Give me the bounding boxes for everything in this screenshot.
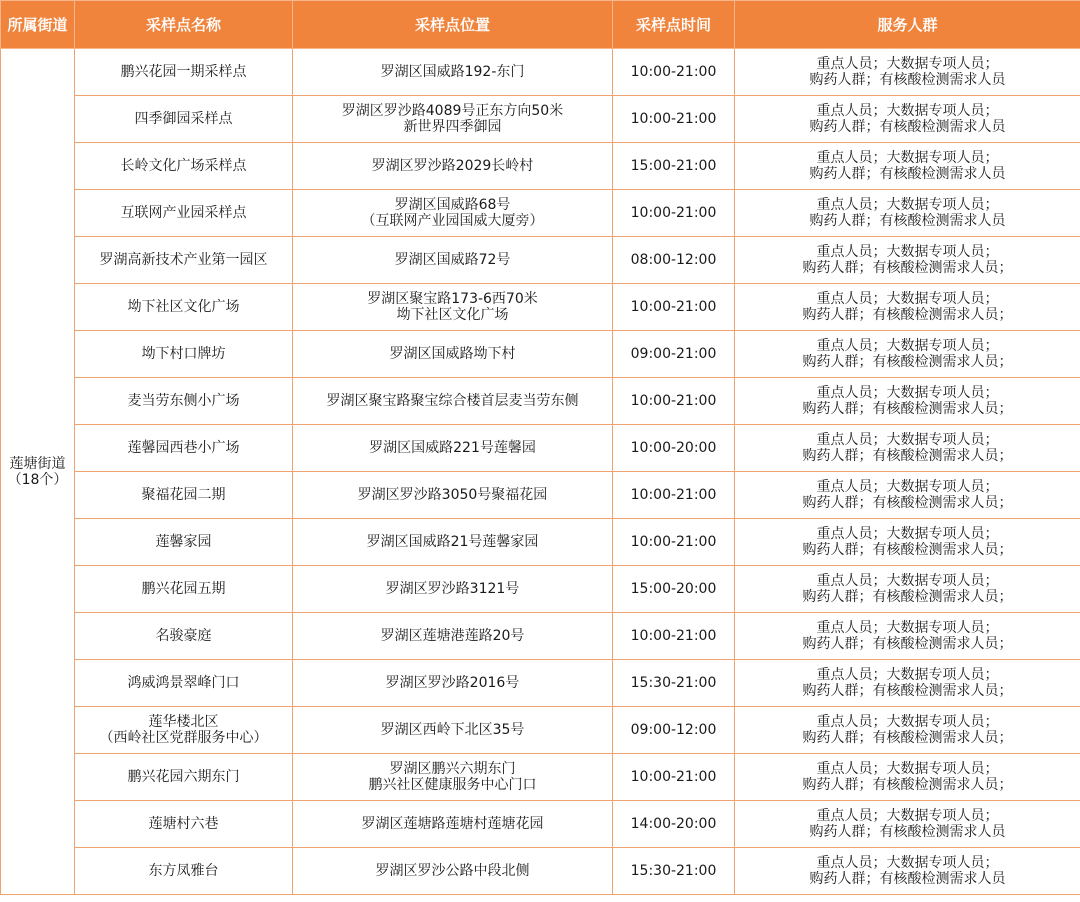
- site-service-cell: [735, 190, 1080, 237]
- site-service-cell-line: 购药人群；有核酸检测需求人员: [809, 871, 1006, 887]
- site-location-cell: [293, 566, 613, 613]
- site-name-cell: [75, 660, 293, 707]
- table-row: [1, 96, 1080, 143]
- site-time-cell: 10:00-21:00: [613, 472, 735, 519]
- site-location-cell: [293, 284, 613, 331]
- site-name-cell-line: 莲华楼北区: [148, 714, 219, 730]
- table-row: [1, 284, 1080, 331]
- site-service-cell-line: 购药人群；有核酸检测需求人员: [809, 213, 1006, 229]
- site-service-cell: [735, 96, 1080, 143]
- header-name: 采样点名称: [75, 1, 293, 49]
- site-name-cell: [75, 143, 293, 190]
- site-time-cell: 10:00-21:00: [613, 519, 735, 566]
- site-location-cell-line: 罗湖区罗沙路2016号: [385, 675, 520, 691]
- site-service-cell: [735, 848, 1080, 895]
- site-service-cell-line: 购药人群；有核酸检测需求人员；: [802, 354, 1013, 370]
- site-time-cell: 15:00-21:00: [613, 143, 735, 190]
- site-service-cell-line: 购药人群；有核酸检测需求人员: [809, 166, 1006, 182]
- site-location-cell-line: 罗湖区国威路21号莲馨家园: [366, 534, 539, 550]
- site-name-cell-line: 鹏兴花园一期采样点: [120, 64, 247, 80]
- site-location-cell-line: 罗湖区罗沙路4089号正东方向50米: [341, 103, 564, 119]
- site-location-cell: [293, 237, 613, 284]
- site-time-cell: 10:00-21:00: [613, 96, 735, 143]
- site-name-cell-line: 鹏兴花园六期东门: [127, 769, 240, 785]
- site-service-cell: [735, 754, 1080, 801]
- site-name-cell-line: 罗湖高新技术产业第一园区: [99, 252, 268, 268]
- header-location: 采样点位置: [293, 1, 613, 49]
- site-name-cell: [75, 848, 293, 895]
- site-service-cell: [735, 378, 1080, 425]
- site-service-cell-line: 重点人员；大数据专项人员；: [816, 573, 999, 589]
- site-service-cell-line: 重点人员；大数据专项人员；: [816, 667, 999, 683]
- site-location-cell-line: 罗湖区罗沙公路中段北侧: [375, 863, 530, 879]
- header-time: 采样点时间: [613, 1, 735, 49]
- site-name-cell: [75, 801, 293, 848]
- site-name-cell: [75, 519, 293, 566]
- site-service-cell-line: 重点人员；大数据专项人员；: [816, 808, 999, 824]
- site-service-cell-line: 购药人群；有核酸检测需求人员；: [802, 636, 1013, 652]
- site-location-cell: [293, 96, 613, 143]
- site-name-cell-line: （西岭社区党群服务中心）: [99, 730, 268, 746]
- site-time-cell: 15:30-21:00: [613, 848, 735, 895]
- site-name-cell-line: 坳下村口牌坊: [141, 346, 226, 362]
- site-time-cell: 09:00-12:00: [613, 707, 735, 754]
- site-location-cell: [293, 190, 613, 237]
- site-service-cell-line: 重点人员；大数据专项人员；: [816, 761, 999, 777]
- site-location-cell-line: 罗湖区罗沙路2029长岭村: [371, 158, 534, 174]
- site-time-cell: 10:00-20:00: [613, 425, 735, 472]
- site-name-cell: [75, 190, 293, 237]
- site-time-cell: 15:00-20:00: [613, 566, 735, 613]
- site-service-cell: [735, 284, 1080, 331]
- site-location-cell: [293, 848, 613, 895]
- site-service-cell-line: 重点人员；大数据专项人员；: [816, 244, 999, 260]
- site-location-cell-line: 罗湖区罗沙路3121号: [385, 581, 520, 597]
- site-service-cell: [735, 143, 1080, 190]
- site-name-cell: [75, 96, 293, 143]
- site-location-cell: [293, 660, 613, 707]
- site-time-cell: 10:00-21:00: [613, 754, 735, 801]
- site-location-cell: [293, 143, 613, 190]
- site-service-cell-line: 购药人群；有核酸检测需求人员；: [802, 683, 1013, 699]
- site-time-cell: 10:00-21:00: [613, 190, 735, 237]
- site-location-cell: [293, 519, 613, 566]
- site-name-cell-line: 坳下社区文化广场: [127, 299, 240, 315]
- site-location-cell-line: 新世界四季御园: [403, 119, 502, 135]
- table-row: [1, 49, 1080, 96]
- site-location-cell-line: 罗湖区莲塘路莲塘村莲塘花园: [361, 816, 544, 832]
- site-name-cell-line: 莲馨园西巷小广场: [127, 440, 240, 456]
- site-service-cell: [735, 425, 1080, 472]
- site-location-cell-line: 罗湖区罗沙路3050号聚福花园: [357, 487, 548, 503]
- site-location-cell-line: 罗湖区莲塘港莲路20号: [380, 628, 525, 644]
- site-service-cell-line: 重点人员；大数据专项人员；: [816, 620, 999, 636]
- table-row: [1, 378, 1080, 425]
- table-row: [1, 754, 1080, 801]
- site-service-cell-line: 重点人员；大数据专项人员；: [816, 197, 999, 213]
- header-row: [1, 1, 1080, 49]
- site-location-cell-line: 罗湖区国威路192-东门: [380, 64, 525, 80]
- site-service-cell-line: 购药人群；有核酸检测需求人员: [809, 72, 1006, 88]
- table-row: [1, 566, 1080, 613]
- site-location-cell-line: 罗湖区国威路72号: [394, 252, 511, 268]
- site-name-cell-line: 名骏豪庭: [155, 628, 212, 644]
- site-service-cell-line: 重点人员；大数据专项人员；: [816, 150, 999, 166]
- site-location-cell: [293, 472, 613, 519]
- site-name-cell: [75, 425, 293, 472]
- table-row: [1, 801, 1080, 848]
- site-location-cell: [293, 378, 613, 425]
- site-location-cell: [293, 613, 613, 660]
- site-service-cell-line: 重点人员；大数据专项人员；: [816, 338, 999, 354]
- site-name-cell-line: 麦当劳东侧小广场: [127, 393, 240, 409]
- site-name-cell-line: 莲馨家园: [155, 534, 212, 550]
- site-time-cell: 10:00-21:00: [613, 49, 735, 96]
- site-service-cell: [735, 707, 1080, 754]
- site-service-cell: [735, 801, 1080, 848]
- site-location-cell-line: 罗湖区鹏兴六期东门: [389, 761, 516, 777]
- table-row: [1, 331, 1080, 378]
- table-row: [1, 848, 1080, 895]
- header-street: 所属街道: [1, 1, 75, 49]
- site-service-cell-line: 购药人群；有核酸检测需求人员: [809, 824, 1006, 840]
- site-service-cell: [735, 660, 1080, 707]
- site-service-cell-line: 重点人员；大数据专项人员；: [816, 385, 999, 401]
- site-location-cell-line: 罗湖区国威路坳下村: [389, 346, 516, 362]
- site-service-cell-line: 重点人员；大数据专项人员；: [816, 291, 999, 307]
- site-name-cell: [75, 378, 293, 425]
- table-row: [1, 472, 1080, 519]
- table-row: [1, 707, 1080, 754]
- site-location-cell-line: 鹏兴社区健康服务中心门口: [368, 777, 537, 793]
- site-time-cell: 10:00-21:00: [613, 613, 735, 660]
- site-location-cell-line: 罗湖区聚宝路173-6西70米: [367, 291, 538, 307]
- site-service-cell-line: 重点人员；大数据专项人员；: [816, 432, 999, 448]
- table-row: [1, 660, 1080, 707]
- site-name-cell: [75, 331, 293, 378]
- site-location-cell-line: 罗湖区国威路68号: [394, 197, 511, 213]
- site-name-cell: [75, 49, 293, 96]
- site-name-cell-line: 鹏兴花园五期: [141, 581, 226, 597]
- site-name-cell: [75, 613, 293, 660]
- site-service-cell-line: 购药人群；有核酸检测需求人员；: [802, 542, 1013, 558]
- site-name-cell-line: 鸿威鸿景翠峰门口: [127, 675, 240, 691]
- site-service-cell: [735, 331, 1080, 378]
- site-service-cell-line: 重点人员；大数据专项人员；: [816, 526, 999, 542]
- site-name-cell: [75, 284, 293, 331]
- site-service-cell-line: 重点人员；大数据专项人员；: [816, 56, 999, 72]
- site-location-cell: [293, 49, 613, 96]
- site-service-cell-line: 购药人群；有核酸检测需求人员；: [802, 307, 1013, 323]
- site-location-cell: [293, 425, 613, 472]
- site-time-cell: 08:00-12:00: [613, 237, 735, 284]
- site-name-cell: [75, 566, 293, 613]
- table-row: [1, 237, 1080, 284]
- site-service-cell-line: 购药人群；有核酸检测需求人员；: [802, 260, 1013, 276]
- site-location-cell-line: （互联网产业园国威大厦旁）: [361, 213, 544, 229]
- site-name-cell: [75, 237, 293, 284]
- site-time-cell: 09:00-21:00: [613, 331, 735, 378]
- table-row: [1, 190, 1080, 237]
- site-time-cell: 10:00-21:00: [613, 284, 735, 331]
- site-name-cell: [75, 754, 293, 801]
- site-service-cell: [735, 237, 1080, 284]
- site-service-cell-line: 重点人员；大数据专项人员；: [816, 855, 999, 871]
- street-cell: [1, 49, 75, 895]
- table-row: [1, 425, 1080, 472]
- site-time-cell: 10:00-21:00: [613, 378, 735, 425]
- site-time-cell: 15:30-21:00: [613, 660, 735, 707]
- street-name: 莲塘街道: [9, 455, 66, 472]
- site-service-cell-line: 重点人员；大数据专项人员；: [816, 479, 999, 495]
- site-time-cell: 14:00-20:00: [613, 801, 735, 848]
- site-name-cell-line: 莲塘村六巷: [148, 816, 219, 832]
- site-service-cell-line: 购药人群；有核酸检测需求人员；: [802, 730, 1013, 746]
- site-location-cell: [293, 801, 613, 848]
- site-service-cell-line: 购药人群；有核酸检测需求人员: [809, 119, 1006, 135]
- site-name-cell-line: 东方凤雅台: [148, 863, 219, 879]
- site-name-cell: [75, 472, 293, 519]
- site-service-cell-line: 重点人员；大数据专项人员；: [816, 714, 999, 730]
- site-service-cell-line: 购药人群；有核酸检测需求人员；: [802, 401, 1013, 417]
- site-service-cell-line: 重点人员；大数据专项人员；: [816, 103, 999, 119]
- table-row: [1, 143, 1080, 190]
- site-name-cell-line: 四季御园采样点: [134, 111, 233, 127]
- site-service-cell: [735, 472, 1080, 519]
- header-service: 服务人群: [735, 1, 1080, 49]
- site-service-cell: [735, 49, 1080, 96]
- table-row: [1, 613, 1080, 660]
- site-service-cell-line: 购药人群；有核酸检测需求人员；: [802, 777, 1013, 793]
- site-location-cell-line: 罗湖区西岭下北区35号: [380, 722, 525, 738]
- site-name-cell-line: 聚福花园二期: [141, 487, 226, 503]
- site-service-cell-line: 购药人群；有核酸检测需求人员；: [802, 495, 1013, 511]
- site-location-cell-line: 罗湖区国威路221号莲馨园: [369, 440, 536, 456]
- site-location-cell-line: 罗湖区聚宝路聚宝综合楼首层麦当劳东侧: [326, 393, 579, 409]
- site-service-cell-line: 购药人群；有核酸检测需求人员；: [802, 448, 1013, 464]
- site-location-cell: [293, 331, 613, 378]
- site-location-cell-line: 坳下社区文化广场: [396, 307, 509, 323]
- site-name-cell-line: 互联网产业园采样点: [120, 205, 247, 221]
- site-name-cell-line: 长岭文化广场采样点: [120, 158, 247, 174]
- site-service-cell: [735, 519, 1080, 566]
- street-count: （18个）: [7, 471, 68, 488]
- table-row: [1, 519, 1080, 566]
- site-location-cell: [293, 754, 613, 801]
- site-service-cell: [735, 566, 1080, 613]
- site-service-cell: [735, 613, 1080, 660]
- site-name-cell: [75, 707, 293, 754]
- site-service-cell-line: 购药人群；有核酸检测需求人员；: [802, 589, 1013, 605]
- site-location-cell: [293, 707, 613, 754]
